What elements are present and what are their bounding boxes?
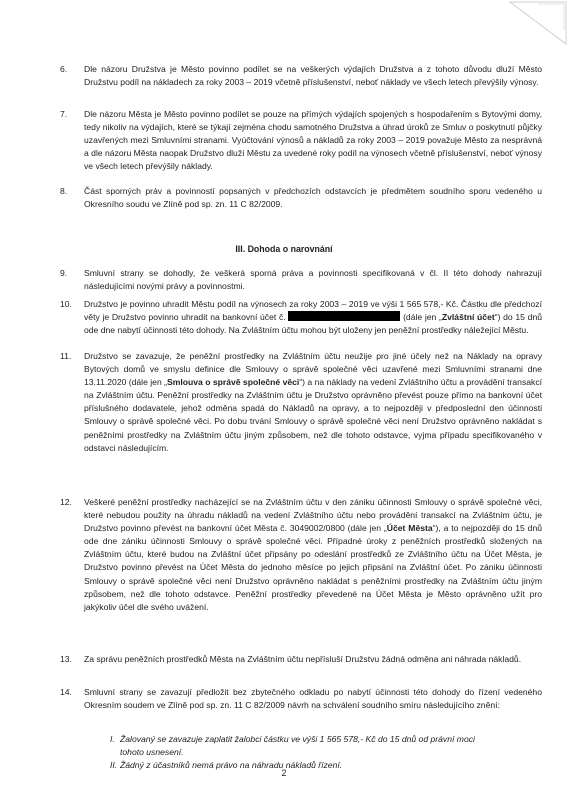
section-heading: III. Dohoda o narovnání [235, 244, 333, 254]
settlement-point-2: II. Žádný z účastníků nemá právo na náhradu nákladů řízení. [110, 760, 343, 770]
page-corner-mark [508, 0, 568, 46]
settlement-point-1: I. Žalovaný se zavazuje zaplatit žalobci částku ve výši 1 565 578,- Kč do 15 dnů od právní moci tohoto usnesení. [110, 734, 475, 758]
redacted-account-number [288, 311, 400, 321]
page-number: 2 [281, 768, 287, 778]
